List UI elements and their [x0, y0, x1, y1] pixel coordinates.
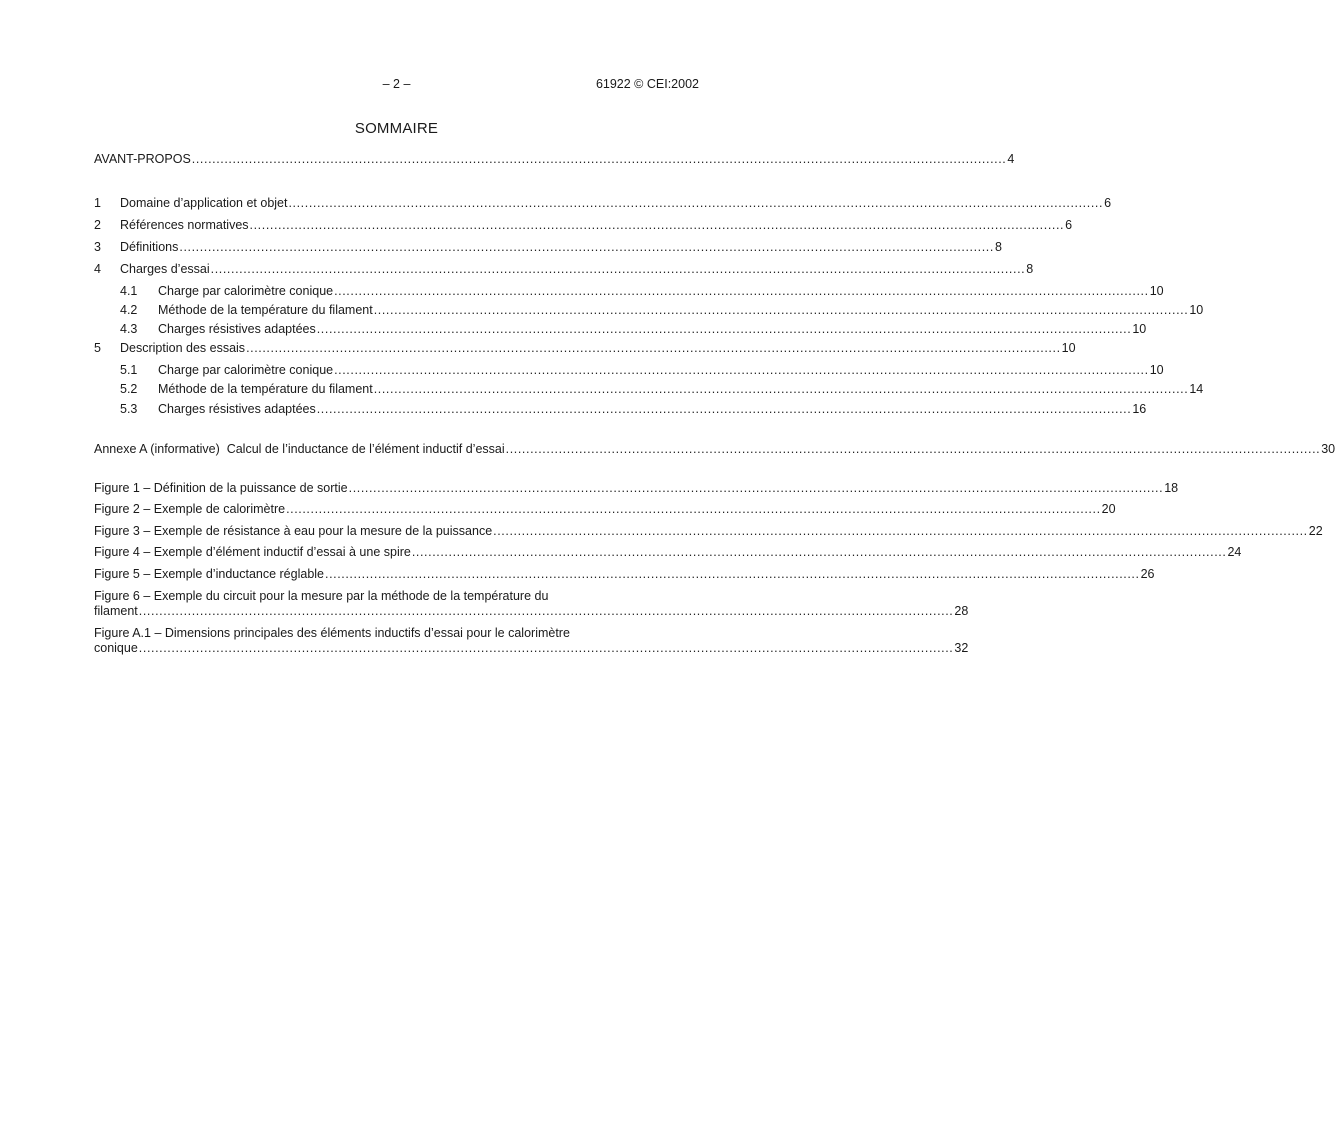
- dot-leader: ........................................................................................................................................................................................................: [493, 524, 1308, 538]
- toc-entry-figure-1[interactable]: [94, 481, 1179, 496]
- dot-leader: ........................................................................................................................................................................................................: [179, 240, 994, 254]
- page-number: – 2 –: [382, 77, 411, 91]
- dot-leader: ........................................................................................................................................................................................................: [210, 262, 1026, 276]
- toc-entry-number: 2: [94, 218, 101, 232]
- toc-entry-figure-5[interactable]: [94, 567, 1155, 582]
- toc-entry-number: 5.3: [120, 402, 138, 416]
- toc-entry-label: Description des essais: [120, 341, 246, 355]
- toc-entry-label: Figure 4 – Exemple d’élément inductif d’essai à une spire: [94, 545, 411, 559]
- toc-entry-label: Méthode de la température du filament: [158, 382, 373, 396]
- toc-entry-page: 14: [1189, 382, 1204, 396]
- dot-leader: ........................................................................................................................................................................................................: [249, 218, 1065, 232]
- toc-entry-label: Domaine d’application et objet: [120, 196, 288, 210]
- toc-entry-page: 4: [1007, 152, 1015, 166]
- toc-entry-section-1[interactable]: [94, 196, 1112, 211]
- dot-leader: ........................................................................................................................................................................................................: [286, 502, 1101, 516]
- toc-entry-page: 28: [954, 604, 969, 618]
- toc-entry-section-3[interactable]: [94, 240, 1002, 255]
- toc-entry-page: 22: [1308, 524, 1323, 538]
- dot-leader: ........................................................................................................................................................................................................: [373, 382, 1189, 396]
- dot-leader: ........................................................................................................................................................................................................: [138, 604, 954, 618]
- toc-entry-label: Définitions: [120, 240, 179, 254]
- toc-entry-number: 5.1: [120, 363, 138, 377]
- toc-entry-number: 4.2: [120, 303, 138, 317]
- toc-entry-label-line2: filament: [94, 604, 138, 618]
- toc-entry-number: 1: [94, 196, 101, 210]
- toc-entry-section-2[interactable]: [94, 218, 1073, 233]
- toc-entry-page: 10: [1149, 363, 1164, 377]
- dot-leader: ........................................................................................................................................................................................................: [246, 341, 1061, 355]
- toc-entry-page: 10: [1189, 303, 1204, 317]
- toc-entry-page: 8: [1026, 262, 1034, 276]
- toc-entry-section-5[interactable]: [94, 341, 1076, 356]
- dot-leader: ........................................................................................................................................................................................................: [191, 152, 1007, 166]
- toc-entry-section-4-1[interactable]: [94, 284, 1164, 299]
- dot-leader: ........................................................................................................................................................................................................: [138, 641, 954, 655]
- toc-entry-page: 6: [1104, 196, 1112, 210]
- dot-leader: ........................................................................................................................................................................................................: [316, 402, 1132, 416]
- toc-entry-number: 4.1: [120, 284, 138, 298]
- toc-entry-label: Figure 1 – Définition de la puissance de sortie: [94, 481, 348, 495]
- toc-entry-page: 26: [1140, 567, 1155, 581]
- dot-leader: ........................................................................................................................................................................................................: [316, 322, 1132, 336]
- toc-entry-avant-propos[interactable]: [94, 152, 1015, 167]
- toc-entry-figure-6[interactable]: [94, 589, 969, 619]
- toc-entry-label: Figure 5 – Exemple d’inductance réglable: [94, 567, 324, 581]
- toc-entry-label-line1: Figure 6 – Exemple du circuit pour la mesure par la méthode de la température du: [94, 589, 549, 603]
- toc-title: SOMMAIRE: [354, 120, 439, 137]
- toc-entry-label: Figure 3 – Exemple de résistance à eau pour la mesure de la puissance: [94, 524, 493, 538]
- toc-entry-page: 20: [1101, 502, 1116, 516]
- toc-entry-page: 8: [994, 240, 1002, 254]
- toc-entry-label: Charge par calorimètre conique: [158, 284, 334, 298]
- toc-entry-page: 24: [1227, 545, 1242, 559]
- toc-entry-number: 3: [94, 240, 101, 254]
- dot-leader: ........................................................................................................................................................................................................: [348, 481, 1164, 495]
- toc-entry-annex-a[interactable]: [94, 442, 1335, 457]
- toc-entry-page: 10: [1061, 341, 1076, 355]
- dot-leader: ........................................................................................................................................................................................................: [505, 442, 1321, 456]
- toc-entry-section-5-3[interactable]: [94, 402, 1147, 417]
- toc-entry-figure-2[interactable]: [94, 502, 1116, 517]
- toc-entry-label: Charge par calorimètre conique: [158, 363, 334, 377]
- toc-entry-label: Charges résistives adaptées: [158, 322, 316, 336]
- toc-entry-figure-3[interactable]: [94, 524, 1323, 539]
- toc-entry-page: 32: [954, 641, 969, 655]
- toc-entry-page: 30: [1321, 442, 1335, 456]
- toc-entry-label: Charges résistives adaptées: [158, 402, 316, 416]
- toc-entry-page: 10: [1132, 322, 1147, 336]
- document-reference: 61922 © CEI:2002: [595, 77, 699, 91]
- toc-entry-section-5-1[interactable]: [94, 363, 1164, 378]
- toc-entry-number: 4.3: [120, 322, 138, 336]
- toc-entry-section-4-3[interactable]: [94, 322, 1147, 337]
- toc-entry-label-line1: Figure A.1 – Dimensions principales des éléments inductifs d’essai pour le calorimètre: [94, 626, 570, 640]
- toc-entry-label: AVANT-PROPOS: [94, 152, 191, 166]
- toc-entry-label: Références normatives: [120, 218, 249, 232]
- dot-leader: ........................................................................................................................................................................................................: [334, 363, 1149, 377]
- toc-entry-number: 4: [94, 262, 101, 276]
- dot-leader: ........................................................................................................................................................................................................: [325, 567, 1140, 581]
- toc-entry-label: Méthode de la température du filament: [158, 303, 373, 317]
- toc-entry-page: 6: [1065, 218, 1073, 232]
- dot-leader: ........................................................................................................................................................................................................: [373, 303, 1189, 317]
- toc-entry-label-line2: conique: [94, 641, 138, 655]
- toc-entry-number: 5.2: [120, 382, 138, 396]
- toc-entry-figure-a1[interactable]: [94, 626, 969, 656]
- toc-entry-section-4-2[interactable]: [94, 303, 1204, 318]
- dot-leader: ........................................................................................................................................................................................................: [411, 545, 1227, 559]
- toc-entry-label: Charges d’essai: [120, 262, 210, 276]
- toc-entry-page: 16: [1132, 402, 1147, 416]
- toc-entry-page: 18: [1164, 481, 1179, 495]
- toc-entry-number: 5: [94, 341, 101, 355]
- dot-leader: ........................................................................................................................................................................................................: [288, 196, 1104, 210]
- dot-leader: ........................................................................................................................................................................................................: [334, 284, 1149, 298]
- toc-entry-section-4[interactable]: [94, 262, 1034, 277]
- toc-entry-figure-4[interactable]: [94, 545, 1242, 560]
- toc-entry-label: Annexe A (informative) Calcul de l’inductance de l’élément inductif d’essai: [94, 442, 505, 456]
- toc-entry-section-5-2[interactable]: [94, 382, 1204, 397]
- toc-entry-page: 10: [1149, 284, 1164, 298]
- toc-entry-label: Figure 2 – Exemple de calorimètre: [94, 502, 286, 516]
